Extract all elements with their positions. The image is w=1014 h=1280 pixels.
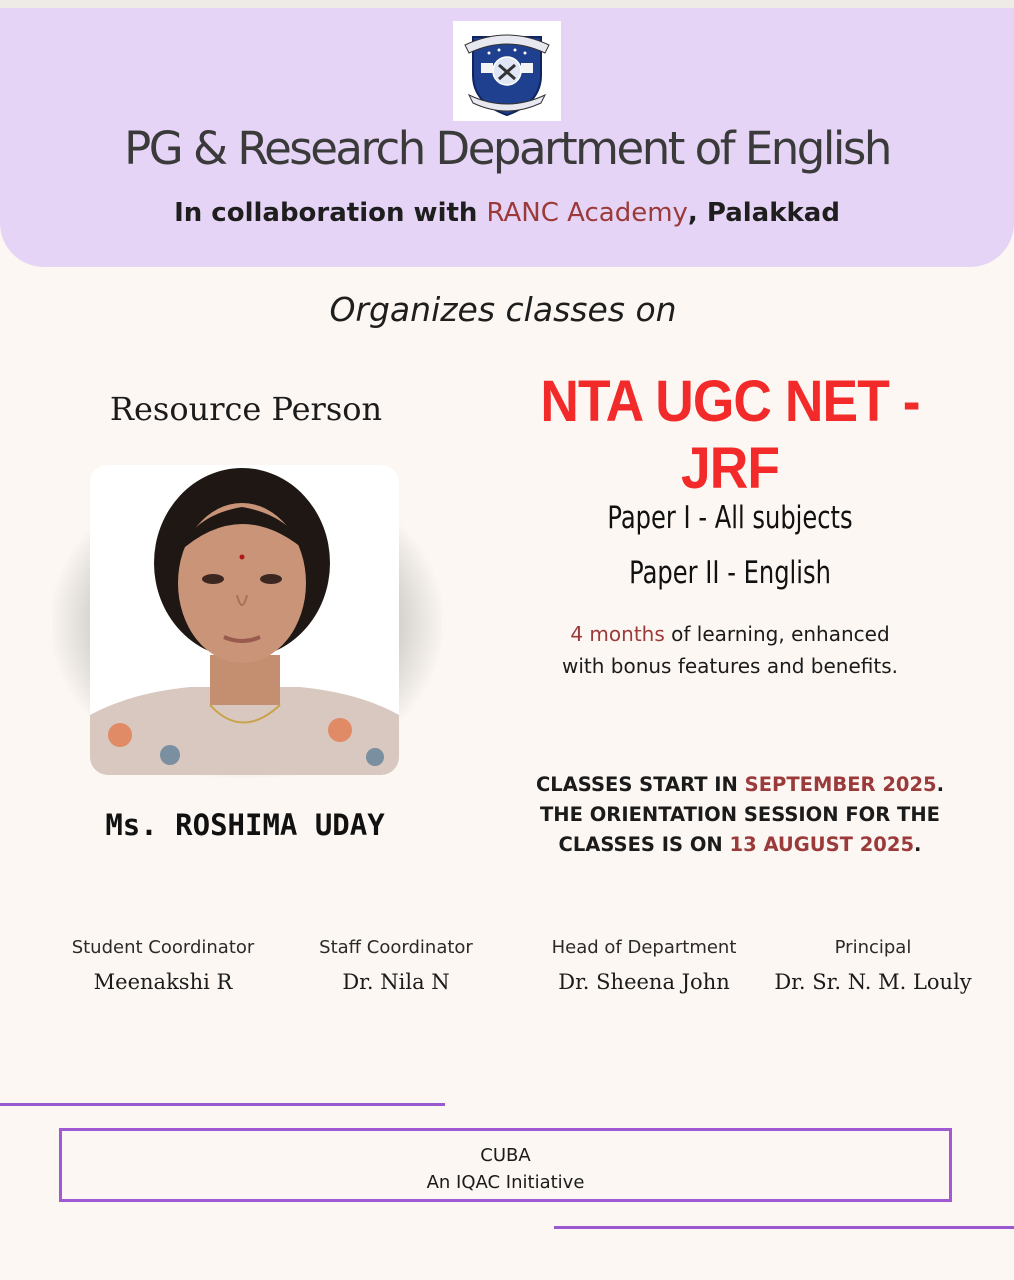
department-title: PG & Research Department of English	[124, 122, 890, 175]
collab-prefix: In collaboration with	[174, 198, 487, 228]
duration-line-1	[510, 618, 950, 650]
schedule-line-1-prefix: CLASSES START IN	[535, 773, 745, 796]
coordinator-name: Meenakshi R	[93, 970, 233, 994]
resource-person-name: Ms. ROSHIMA UDAY	[105, 808, 385, 842]
schedule-line-1-suffix: .	[936, 773, 945, 796]
resource-person-photo	[90, 465, 399, 775]
coordinator-name: Dr. Nila N	[342, 970, 450, 994]
duration-highlight: 4 months	[570, 622, 665, 646]
footer-box	[59, 1128, 952, 1202]
course-duration	[510, 618, 950, 682]
college-crest-icon	[459, 23, 555, 119]
schedule-line-2: THE ORIENTATION SESSION FOR THE	[540, 803, 940, 826]
coordinator-role: Principal	[834, 937, 912, 958]
schedule-line-3-prefix: CLASSES IS ON	[558, 833, 730, 856]
schedule-line-3	[520, 830, 960, 860]
duration-line-2: with bonus features and benefits.	[561, 654, 898, 678]
top-strip	[0, 0, 1014, 8]
schedule-info	[520, 770, 960, 860]
divider-line-right	[554, 1226, 1014, 1229]
coordinator-role: Student Coordinator	[71, 937, 255, 958]
collaboration-line	[0, 198, 1014, 228]
exam-title: NTA UGC NET - JRF	[540, 369, 920, 501]
coordinator-principal	[753, 937, 993, 994]
paper-one: Paper I - All subjects	[607, 500, 853, 536]
schedule-line-3-suffix: .	[914, 833, 922, 856]
coordinator-student	[43, 937, 283, 994]
paper-two: Paper II - English	[629, 555, 831, 591]
orientation-date: 13 AUGUST 2025	[729, 833, 915, 856]
divider-line-left	[0, 1103, 445, 1106]
duration-rest: of learning, enhanced	[664, 622, 890, 646]
coordinator-name: Dr. Sr. N. M. Louly	[774, 970, 972, 994]
coordinator-role: Head of Department	[551, 937, 737, 958]
footer-title: CUBA	[480, 1145, 531, 1166]
footer-subtitle: An IQAC Initiative	[426, 1172, 585, 1193]
coordinator-role: Staff Coordinator	[319, 937, 473, 958]
coordinator-name: Dr. Sheena John	[558, 970, 730, 994]
coordinator-staff	[276, 937, 516, 994]
collab-suffix: , Palakkad	[687, 198, 840, 228]
portrait-photo-icon	[90, 465, 399, 775]
college-logo	[453, 21, 561, 121]
schedule-line-1	[520, 770, 960, 800]
start-date: SEPTEMBER 2025	[744, 773, 937, 796]
coordinator-hod	[524, 937, 764, 994]
collab-partner: RANC Academy	[486, 198, 688, 228]
organizes-heading: Organizes classes on	[329, 290, 677, 329]
resource-person-label: Resource Person	[109, 390, 383, 428]
